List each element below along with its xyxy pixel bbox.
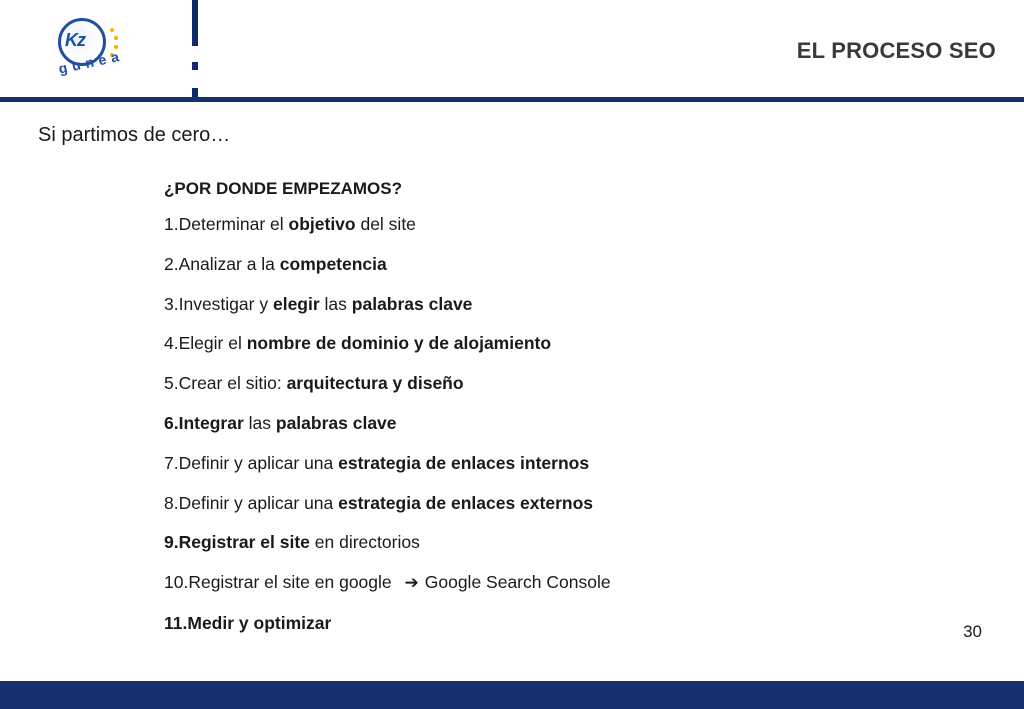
step-text: Analizar a la — [178, 253, 280, 274]
step-text: estrategia de enlaces externos — [338, 492, 593, 513]
step-text: Medir y optimizar — [187, 612, 332, 633]
step-number: 10. — [164, 572, 189, 593]
step-text: Registrar el site en google — [188, 572, 397, 593]
step-number: 1. — [164, 214, 179, 234]
step-item — [164, 333, 964, 353]
step-item — [164, 613, 964, 633]
step-item — [164, 373, 964, 393]
step-item — [164, 453, 964, 473]
step-text: objetivo — [288, 214, 356, 234]
step-text: del site — [355, 214, 416, 234]
step-text: competencia — [279, 253, 387, 274]
step-text: elegir — [272, 293, 320, 314]
step-number: 11. — [164, 612, 188, 633]
step-item — [164, 214, 964, 234]
step-text: nombre de dominio y de alojamiento — [246, 333, 552, 354]
intro-text: Si partimos de cero… — [38, 124, 231, 146]
slide-title: EL PROCESO SEO — [796, 38, 996, 63]
header-divider — [0, 97, 1024, 102]
step-text: las — [243, 412, 276, 433]
step-text: Integrar — [178, 412, 244, 433]
step-item — [164, 413, 964, 433]
step-text: Elegir el — [178, 333, 247, 354]
step-number: 6. — [164, 412, 179, 433]
step-number: 5. — [164, 373, 179, 394]
steps-list — [164, 214, 964, 633]
step-text: Crear el sitio: — [178, 373, 287, 394]
step-number: 7. — [164, 452, 179, 473]
step-text: Google Search Console — [424, 572, 611, 593]
arrow-right-icon: ➔ — [404, 573, 419, 593]
step-number: 2. — [164, 253, 179, 274]
step-item — [164, 254, 964, 274]
step-text: Determinar el — [178, 214, 289, 234]
step-text: Investigar y — [178, 293, 273, 314]
header-accent-bar — [192, 0, 198, 46]
step-text: en directorios — [309, 532, 420, 553]
step-number: 9. — [164, 532, 179, 553]
content-area — [164, 176, 964, 653]
step-item — [164, 294, 964, 314]
step-text: palabras clave — [275, 412, 397, 433]
step-number: 4. — [164, 333, 179, 354]
company-logo — [52, 14, 124, 76]
step-text: las — [319, 293, 352, 314]
step-text: Definir y aplicar una — [178, 452, 339, 473]
step-item — [164, 493, 964, 513]
footer-bar — [0, 681, 1024, 709]
step-text: palabras clave — [351, 293, 473, 314]
step-text: estrategia de enlaces internos — [338, 452, 590, 473]
section-heading: ¿POR DONDE EMPEZAMOS? — [164, 179, 403, 198]
logo-mark: Kz — [65, 30, 85, 50]
page-number: 30 — [963, 622, 982, 641]
header-accent-dot — [192, 62, 198, 70]
logo-wordmark: gunea — [57, 47, 126, 77]
step-item — [164, 532, 964, 552]
step-text: Registrar el site — [178, 532, 310, 553]
step-text: arquitectura y diseño — [286, 373, 464, 394]
step-item — [164, 572, 964, 593]
step-text: Definir y aplicar una — [178, 492, 339, 513]
step-number: 8. — [164, 492, 179, 513]
step-number: 3. — [164, 293, 179, 314]
